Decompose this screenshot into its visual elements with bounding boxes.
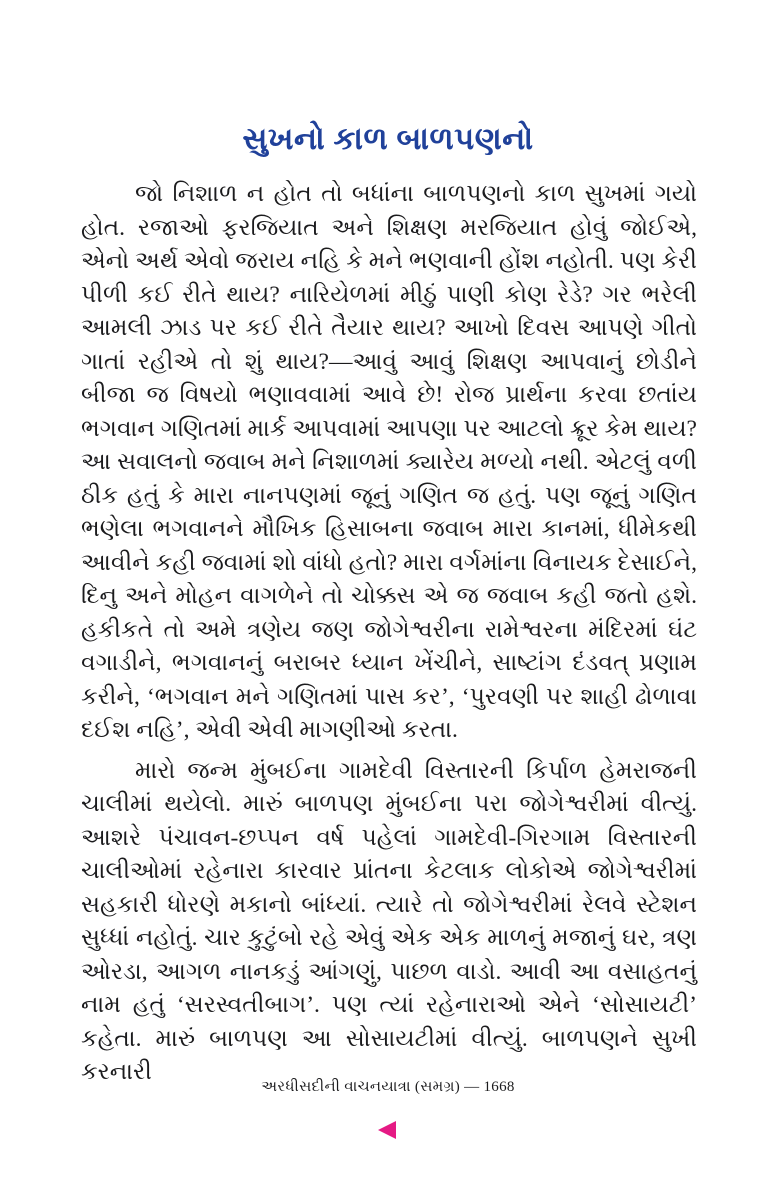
body-paragraph: મારો જન્મ મુંબઈના ગામદેવી વિસ્તારની કિર્પાળ હેમરાજની ચાલીમાં થયેલો. મારું બાળપણ મુંબઈના પરા જોગેશ્વરીમાં વીત્યું. આશરે પંચાવન-છપ્પન વર્ષ પહેલાં ગામદેવી-ગિરગામ વિસ્તારની ચાલીઓમાં રહેનારા કારવાર પ્રાંતના કેટલાક લોકોએ જોગેશ્વરીમાં સહકારી ધોરણે મકાનો બાંધ્યાં. ત્યારે તો જોગેશ્વરીમાં રેલવે સ્ટેશન સુધ્ધાં નહોતું. ચાર કુટુંબો રહે એવું એક એક માળનું મજાનું ઘર, ત્રણ ઓરડા, આગળ નાનકડું આંગણું, પાછળ વાડો. આવી આ વસાહતનું નામ હતું ‘સરસ્વતીબાગ’. પણ ત્યાં રહેનારાઓ એને ‘સોસાયટી’ કહેતા. મારું બાળપણ આ સોસાયટીમાં વીત્યું. બાળપણને સુખી કરનારી xyxy=(81,757,697,1085)
article-body xyxy=(81,178,697,1090)
footer-book-title-and-page-number: અરધીસદીની વાચનયાત્રા (સમગ્ર) — 1668 xyxy=(261,1079,515,1095)
left-triangle-icon xyxy=(378,1121,396,1139)
body-paragraph: જો નિશાળ ન હોત તો બધાંના બાળપણનો કાળ સુખમાં ગયો હોત. રજાઓ ફરજિયાત અને શિક્ષણ મરજિયાત હોવું જોઈએ, એનો અર્થ એવો જરાય નહિ કે મને ભણવાની હોંશ નહોતી. પણ કેરી પીળી કઈ રીતે થાય? નારિયેળમાં મીઠું પાણી કોણ રેડે? ગર ભરેલી આમલી ઝાડ પર કઈ રીતે તૈયાર થાય? આખો દિવસ આપણે ગીતો ગાતાં રહીએ તો શું થાય?—આવું આવું શિક્ષણ આપવાનું છોડીને બીજા જ વિષયો ભણાવવામાં આવે છે! રોજ પ્રાર્થના કરવા છતાંય ભગવાન ગણિતમાં માર્ક આપવામાં આપણા પર આટલો ક્રૂર કેમ થાય? આ સવાલનો જવાબ મને નિશાળમાં ક્યારેય મળ્યો નથી. એટલું વળી ઠીક હતું કે મારા નાનપણમાં જૂનું ગણિત જ હતું. પણ જૂનું ગણિત ભણેલા ભગવાનને મૌખિક હિસાબના જવાબ મારા કાનમાં, ધીમેકથી આવીને કહી જવામાં શો વાંધો હતો? મારા વર્ગમાંના વિનાયક દેસાઈને, દિનુ અને મોહન વાગળેને તો ચોક્કસ એ જ જવાબ કહી જતો હશે. હકીકતે તો અમે ત્રણેય જણ જોગેશ્વરીના રામેશ્વરના મંદિરમાં ઘંટ વગાડીને, ભગવાનનું બરાબર ધ્યાન ખેંચીને, સાષ્ટાંગ દંડવત્ પ્રણામ કરીને, ‘ભગવાન મને ગણિતમાં પાસ કર’, ‘પુરવણી પર શાહી ઢોળાવા દઈશ નહિ’, એવી એવી માગણીઓ કરતા. xyxy=(81,181,697,743)
page-title: સુખનો કાળ બાળપણનો xyxy=(242,120,534,156)
